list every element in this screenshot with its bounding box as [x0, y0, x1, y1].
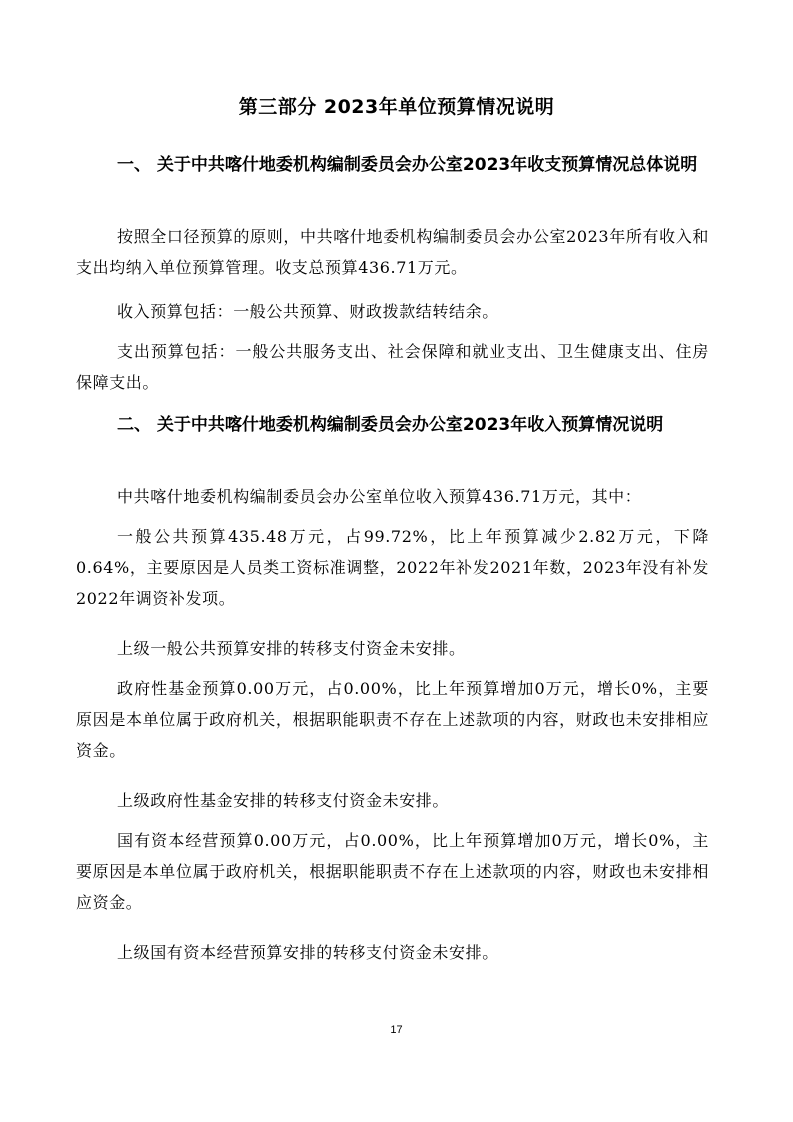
- page-number: 17: [390, 1024, 403, 1036]
- section2-paragraph-7: 上级国有资本经营预算安排的转移支付资金未安排。: [117, 943, 499, 962]
- section1-paragraph-3: 支出预算包括：一般公共服务支出、社会保障和就业支出、卫生健康支出、住房保障支出。: [76, 342, 709, 392]
- section1-heading: 一、 关于中共喀什地委机构编制委员会办公室2023年收支预算情况总体说明: [117, 155, 698, 175]
- section2-paragraph-3: 上级一般公共预算安排的转移支付资金未安排。: [117, 639, 466, 658]
- section2-heading: 二、 关于中共喀什地委机构编制委员会办公室2023年收入预算情况说明: [117, 415, 664, 435]
- section1-paragraph-1: 按照全口径预算的原则，中共喀什地委机构编制委员会办公室2023年所有收入和支出均纳入单位预算管理。收支总预算436.71万元。: [76, 227, 709, 277]
- section1-paragraph-2: 收入预算包括：一般公共预算、财政拨款结转结余。: [117, 302, 499, 321]
- section2-paragraph-5: 上级政府性基金安排的转移支付资金未安排。: [117, 791, 450, 810]
- section2-paragraph-1: 中共喀什地委机构编制委员会办公室单位收入预算436.71万元，其中：: [117, 487, 642, 506]
- section2-paragraph-2: 一般公共预算435.48万元，占99.72%，比上年预算减少2.82万元，下降0.64%，主要原因是人员类工资标准调整，2022年补发2021年数，2023年没有补发2022年调资补发项。: [76, 527, 709, 608]
- section2-paragraph-4: 政府性基金预算0.00万元，占0.00%，比上年预算增加0万元，增长0%，主要原因是本单位属于政府机关，根据职能职责不存在上述款项的内容，财政也未安排相应资金。: [76, 679, 709, 760]
- page-title: 第三部分 2023年单位预算情况说明: [238, 96, 555, 118]
- section2-paragraph-6: 国有资本经营预算0.00万元，占0.00%，比上年预算增加0万元，增长0%，主要原因是本单位属于政府机关，根据职能职责不存在上述款项的内容，财政也未安排相应资金。: [76, 831, 709, 912]
